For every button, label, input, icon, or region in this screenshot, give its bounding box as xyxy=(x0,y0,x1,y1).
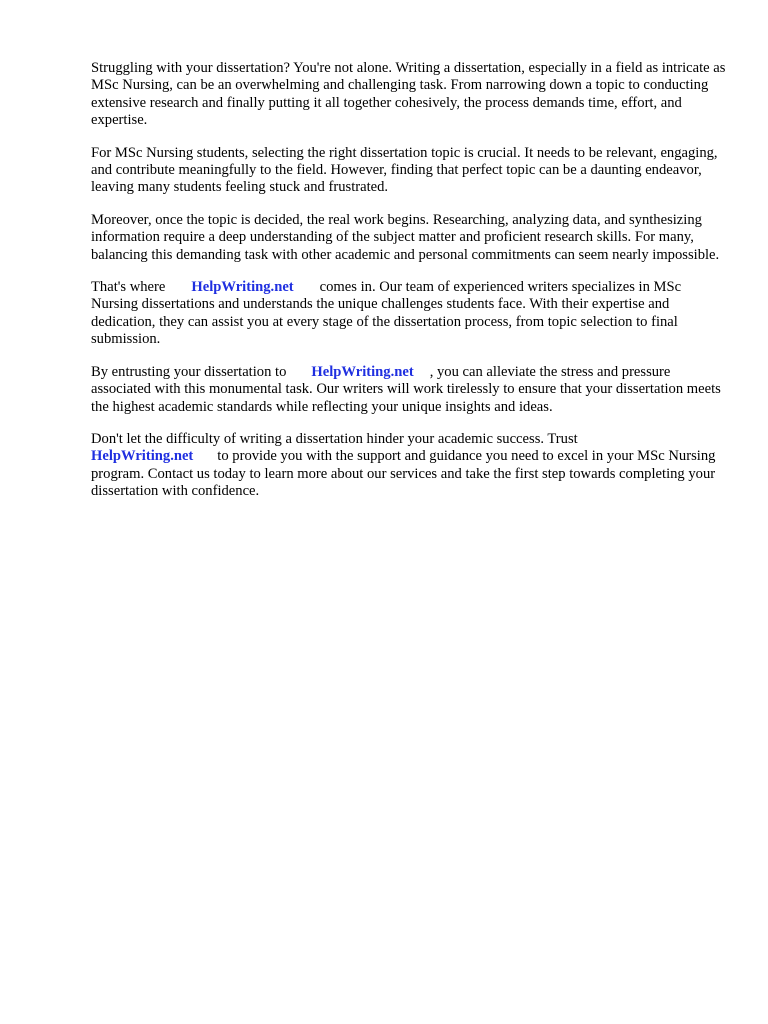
paragraph-6 xyxy=(91,431,731,501)
paragraph-3: Moreover, once the topic is decided, the real work begins. Researching, analyzing data, and synthesizing information require a deep understanding of the subject matter and proficient research skills. For many, balancing this demanding task with other academic and personal commitments can seem nearly impossible. xyxy=(91,211,720,263)
paragraph-4-body-text: comes in. Our team of experienced writers specializes in MSc Nursing dissertations and understands the unique challenges students face. With their expertise and dedication, they can assist you at every stage of the dissertation process, from topic selection to final submission. xyxy=(91,279,682,348)
helpwriting-link[interactable]: HelpWriting.net xyxy=(191,279,294,296)
paragraph-1: Struggling with your dissertation? You're not alone. Writing a dissertation, especially in a field as intricate as MSc Nursing, can be an overwhelming and challenging task. From narrowing down a topic to conducting extensive research and finally putting it all together cohesively, the process demands time, effort, and expertise. xyxy=(91,60,726,129)
paragraph-5-body-text: , you can alleviate the stress and pressure associated with this monumental task. Our writers will work tirelessly to ensure that your dissertation meets the highest academic standards while reflecting your unique insights and ideas. xyxy=(91,363,721,415)
paragraph-5-lead-text: By entrusting your dissertation to xyxy=(91,363,287,380)
helpwriting-link[interactable]: HelpWriting.net xyxy=(91,448,194,465)
paragraph-6-body-text: to provide you with the support and guidance you need to excel in your MSc Nursing program. Contact us today to learn more about our services and take the first step towards completing your dissertation with confidence. xyxy=(91,448,716,500)
paragraph-5 xyxy=(91,364,731,416)
helpwriting-link[interactable]: HelpWriting.net xyxy=(311,363,414,380)
paragraph-4-lead-text: That's where xyxy=(91,279,166,296)
paragraph-6-lead-text: Don't let the difficulty of writing a dissertation hinder your academic success. Trust xyxy=(91,430,578,447)
document-body xyxy=(91,60,731,516)
paragraph-2: For MSc Nursing students, selecting the right dissertation topic is crucial. It needs to be relevant, engaging, and contribute meaningfully to the field. However, finding that perfect topic can be a daunting endeavor, leaving many students feeling stuck and frustrated. xyxy=(91,144,718,196)
paragraph-4 xyxy=(91,279,731,349)
